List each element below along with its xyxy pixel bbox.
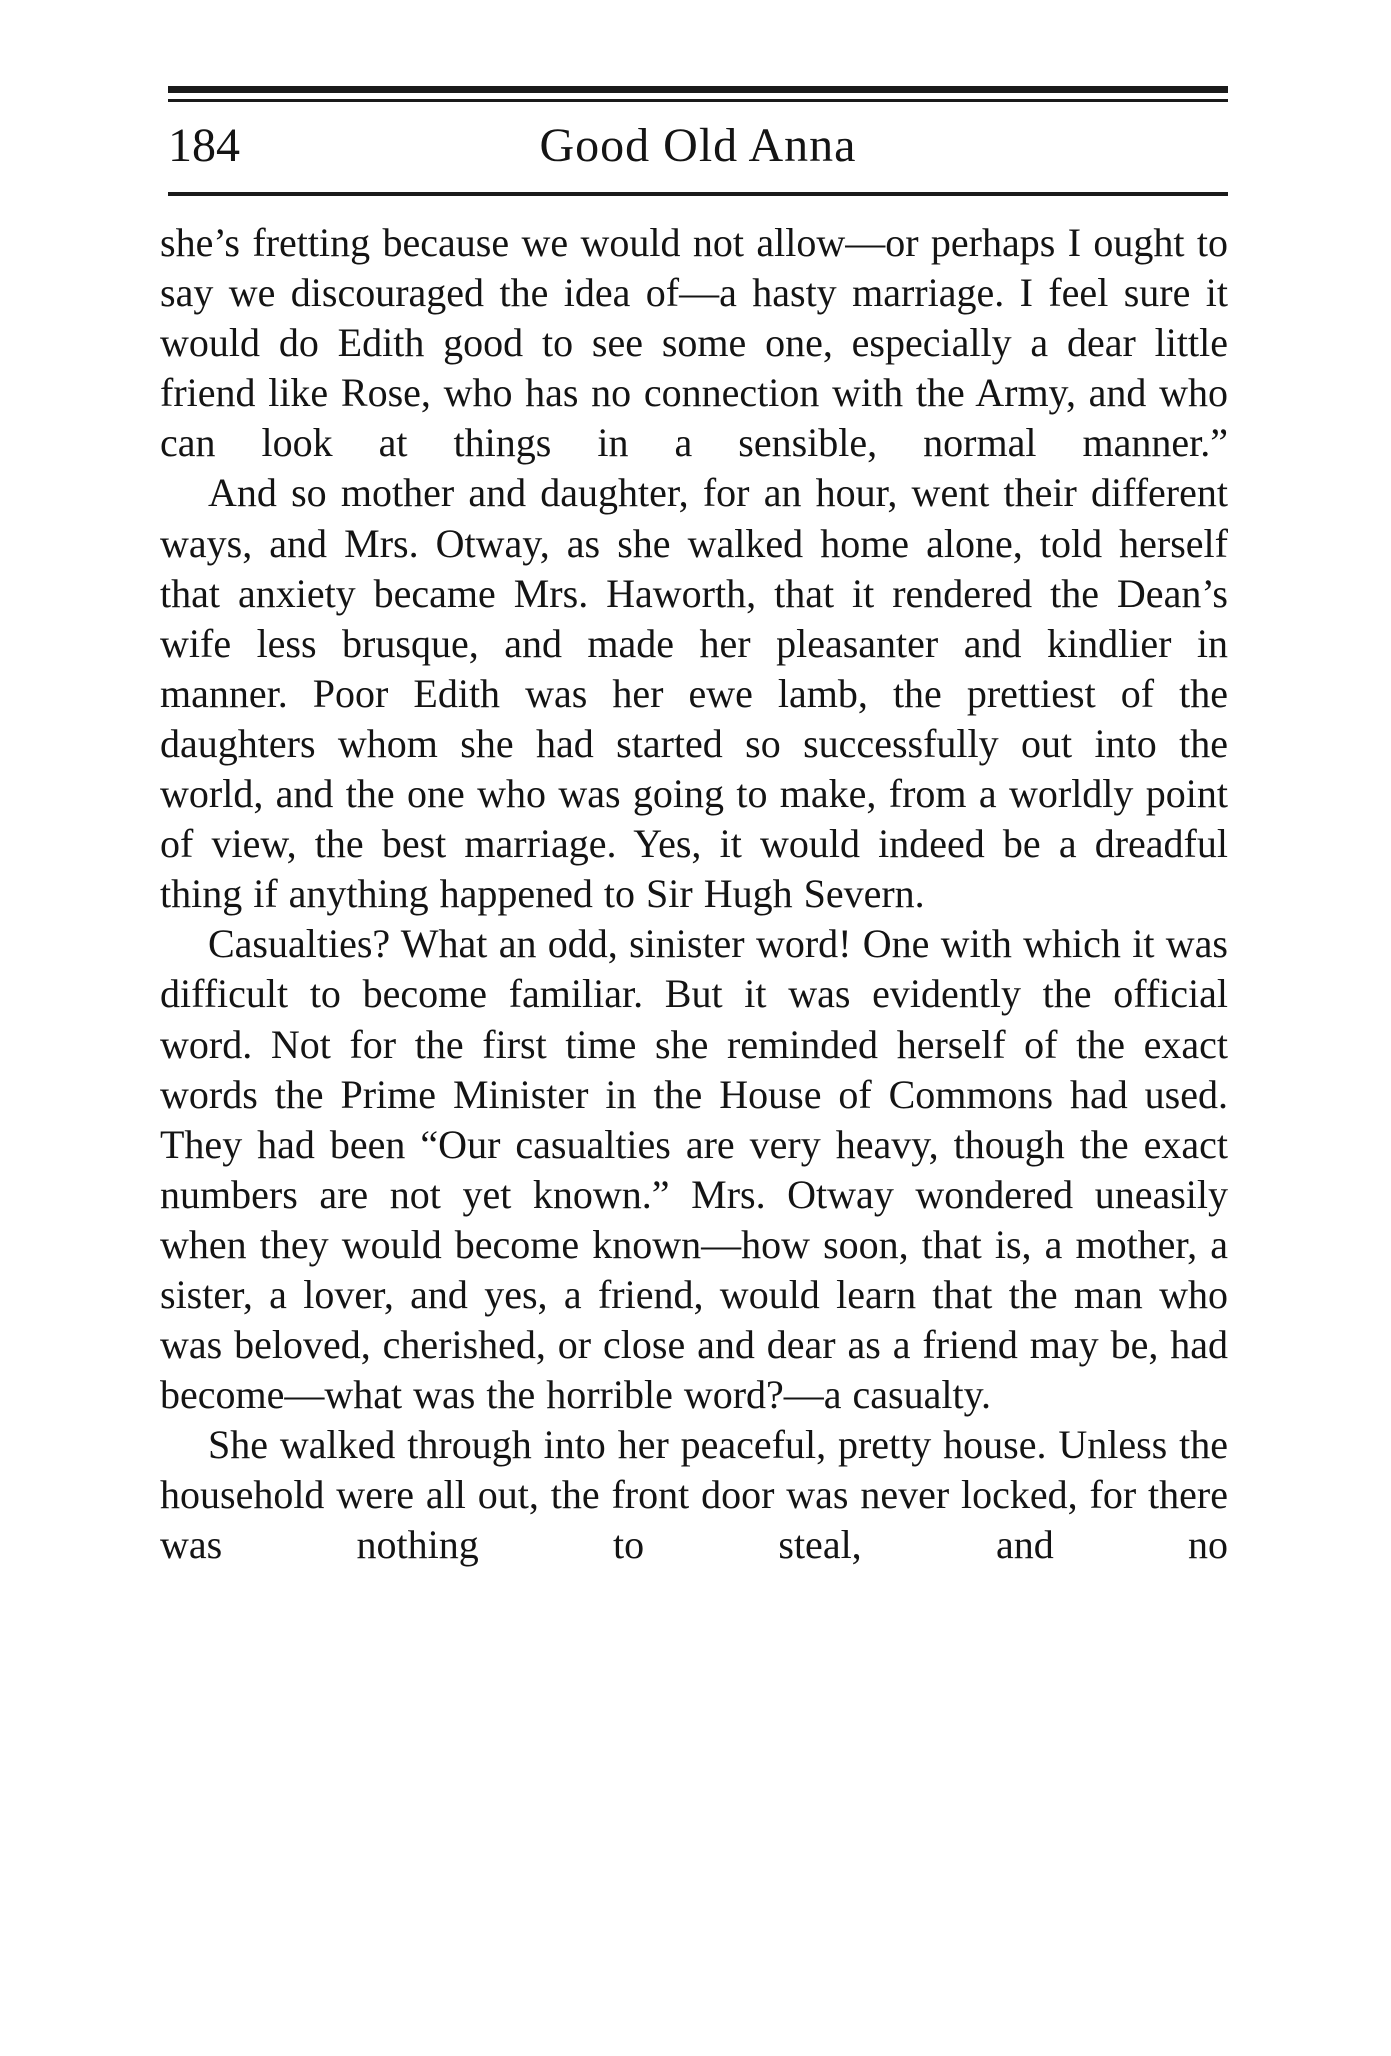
running-title: Good Old Anna	[539, 119, 857, 172]
paragraph-3: Casualties? What an odd, sinister word! One with which it was difficult to become familiar. But it was evidently the official word. Not for the first time she reminded herself of the exact words the Prime Minister in the House of Commons had used. They had been “Our casualties are very heavy, though the exact numbers are not yet known.” Mrs. Otway wondered uneasily when they would become known—how soon, that is, a mother, a sister, a lover, and yes, a friend, would learn that the man who was beloved, cherished, or close and dear as a friend may be, had become—what was the horrible word?—a casualty.	[160, 921, 1228, 1418]
header-rule-thin	[168, 99, 1228, 102]
paragraph-1: she’s fretting because we would not allow—or perhaps I ought to say we discouraged the idea of—a hasty marriage. I feel sure it would do Edith good to see some one, especially a dear little friend like Rose, who has no connection with the Army, and who can look at things in a sensible, normal manner.”	[160, 220, 1228, 466]
header-rule-thick	[168, 86, 1228, 93]
paragraph-4: She walked through into her peaceful, pretty house. Unless the household were all out, the front door was never locked, for there was nothing to steal, and no	[160, 1422, 1228, 1568]
page-header	[168, 112, 1228, 184]
header-rule-bottom	[168, 192, 1228, 196]
page-number: 184	[168, 119, 240, 172]
body-text	[160, 218, 1228, 1571]
paragraph-2: And so mother and daughter, for an hour, went their different ways, and Mrs. Otway, as she walked home alone, told herself that anxiety became Mrs. Haworth, that it rendered the Dean’s wife less brusque, and made her pleasanter and kindlier in manner. Poor Edith was her ewe lamb, the prettiest of the daughters whom she had started so successfully out into the world, and the one who was going to make, from a worldly point of view, the best marriage. Yes, it would indeed be a dreadful thing if anything happened to Sir Hugh Severn.	[160, 470, 1228, 917]
